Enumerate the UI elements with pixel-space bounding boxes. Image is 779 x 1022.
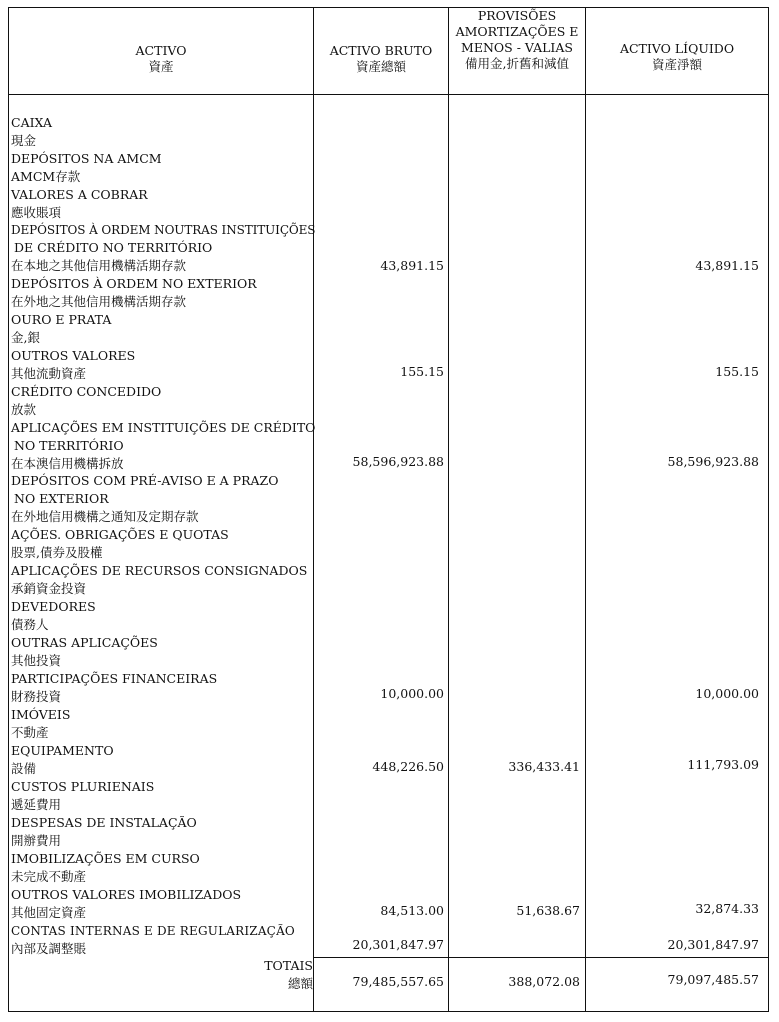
header-activo-liquido-zh: 資產淨額: [651, 57, 702, 72]
row-label-zh: 承銷資金投資: [11, 581, 87, 596]
header-activo-pt: ACTIVO: [135, 43, 187, 58]
col-divider-3: [585, 7, 586, 1012]
row-label-zh: 財務投資: [11, 689, 62, 704]
row-label-pt: DEPÓSITOS COM PRÉ-AVISO E A PRAZO: [11, 473, 279, 488]
totals-label-pt: TOTAIS: [264, 958, 313, 973]
row-value-liquido: 155.15: [715, 364, 759, 379]
totals-value-bruto: 79,485,557.65: [352, 974, 444, 989]
row-label-zh: 其他投資: [11, 653, 62, 668]
header-activo: [9, 43, 313, 75]
row-value-provisoes: 336,433.41: [508, 759, 580, 774]
row-label-zh: 在本澳信用機構拆放: [11, 456, 124, 471]
row-label-zh: 其他流動資產: [11, 366, 87, 381]
row-label-pt: AÇÕES. OBRIGAÇÕES E QUOTAS: [11, 527, 229, 542]
row-label-zh: 現金: [11, 133, 37, 148]
col-divider-1: [313, 7, 314, 1012]
row-value-liquido: 10,000.00: [695, 686, 759, 701]
header-activo-zh: 資產: [148, 59, 174, 74]
row-label-pt: DEPÓSITOS À ORDEM NOUTRAS INSTITUIÇÕES: [11, 223, 316, 237]
row-value-bruto: 155.15: [400, 364, 444, 379]
row-label-zh: 其他固定資產: [11, 905, 87, 920]
row-label-zh: 在本地之其他信用機構活期存款: [11, 258, 187, 273]
row-label-pt: APLICAÇÕES EM INSTITUIÇÕES DE CRÉDITO: [11, 420, 316, 435]
header-provisoes-line3: MENOS - VALIAS: [461, 40, 573, 55]
row-label-pt: OUTRAS APLICAÇÕES: [11, 635, 158, 650]
row-label-pt: EQUIPAMENTO: [11, 743, 114, 758]
totals-label-zh: 總額: [287, 976, 313, 991]
border-bottom: [8, 1011, 769, 1012]
row-label-pt: CONTAS INTERNAS E DE REGULARIZAÇÃO: [11, 924, 295, 938]
header-provisoes-zh: 備用金,折舊和減值: [465, 56, 569, 71]
row-value-bruto: 84,513.00: [380, 903, 444, 918]
totals-value-provisoes: 388,072.08: [508, 974, 580, 989]
row-label-pt: VALORES A COBRAR: [11, 187, 148, 202]
row-label-zh: 未完成不動產: [11, 869, 87, 884]
row-value-liquido: 43,891.15: [695, 258, 759, 273]
row-label-pt-cont: NO EXTERIOR: [14, 491, 109, 506]
header-provisoes-line1: PROVISÕES: [477, 8, 557, 23]
row-label-pt: OURO E PRATA: [11, 312, 112, 327]
row-value-bruto: 58,596,923.88: [352, 454, 444, 469]
row-value-bruto: 448,226.50: [372, 759, 444, 774]
row-label-zh: 股票,債券及股權: [11, 545, 103, 560]
row-label-pt: DEVEDORES: [11, 599, 96, 614]
row-label-pt: PARTICIPAÇÕES FINANCEIRAS: [11, 671, 218, 686]
border-right: [768, 7, 769, 1012]
row-label-pt: IMOBILIZAÇÕES EM CURSO: [11, 851, 200, 866]
header-activo-bruto-pt: ACTIVO BRUTO: [329, 43, 433, 58]
border-left: [8, 7, 9, 1012]
header-activo-bruto-zh: 資產總額: [355, 59, 406, 74]
row-value-liquido: 58,596,923.88: [667, 454, 759, 469]
row-label-pt: OUTROS VALORES IMOBILIZADOS: [11, 887, 242, 902]
header-provisoes: [449, 8, 585, 72]
row-label-zh: 開辦費用: [11, 833, 62, 848]
header-activo-bruto: [314, 43, 448, 75]
row-label-pt: CAIXA: [11, 115, 53, 130]
row-label-pt: APLICAÇÕES DE RECURSOS CONSIGNADOS: [11, 563, 308, 578]
row-label-zh: 在外地信用機構之通知及定期存款: [11, 509, 199, 524]
row-label-pt: CRÉDITO CONCEDIDO: [11, 384, 162, 399]
row-label-zh: 內部及調整賬: [11, 941, 87, 956]
row-label-zh: 債務人: [11, 617, 49, 632]
row-value-liquido: 20,301,847.97: [667, 937, 759, 952]
header-divider: [8, 94, 769, 95]
border-top: [8, 7, 769, 8]
row-label-zh: 金,銀: [11, 330, 40, 345]
row-value-bruto: 43,891.15: [380, 258, 444, 273]
header-activo-liquido-pt: ACTIVO LÍQUIDO: [619, 41, 735, 56]
row-label-zh: AMCM存款: [11, 169, 81, 184]
row-label-zh: 設備: [11, 761, 37, 776]
row-label-zh: 應收賬項: [11, 205, 62, 220]
row-label-pt: DEPÓSITOS NA AMCM: [11, 151, 162, 166]
row-value-liquido: 32,874.33: [695, 901, 759, 916]
row-label-zh: 不動產: [11, 725, 49, 740]
row-value-liquido: 111,793.09: [687, 757, 759, 772]
row-label-pt: IMÓVEIS: [11, 707, 71, 722]
row-label-pt: DEPÓSITOS À ORDEM NO EXTERIOR: [11, 276, 257, 291]
row-label-zh: 在外地之其他信用機構活期存款: [11, 294, 187, 309]
row-label-pt: DESPESAS DE INSTALAÇÃO: [11, 815, 197, 830]
row-value-bruto: 10,000.00: [380, 686, 444, 701]
totals-value-liquido: 79,097,485.57: [667, 972, 759, 987]
row-label-pt: CUSTOS PLURIENAIS: [11, 779, 155, 794]
header-activo-liquido: [586, 41, 768, 73]
row-value-provisoes: 51,638.67: [516, 903, 580, 918]
row-label-zh: 放款: [11, 402, 37, 417]
totals-divider: [313, 957, 769, 958]
col-divider-2: [448, 7, 449, 1012]
row-label-pt-cont: NO TERRITÓRIO: [14, 438, 124, 453]
header-provisoes-line2: AMORTIZAÇÕES E: [455, 24, 579, 39]
row-value-bruto: 20,301,847.97: [352, 937, 444, 952]
row-label-pt-cont: DE CRÉDITO NO TERRITÓRIO: [14, 240, 213, 255]
row-label-pt: OUTROS VALORES: [11, 348, 136, 363]
row-label-zh: 遞延費用: [11, 797, 62, 812]
